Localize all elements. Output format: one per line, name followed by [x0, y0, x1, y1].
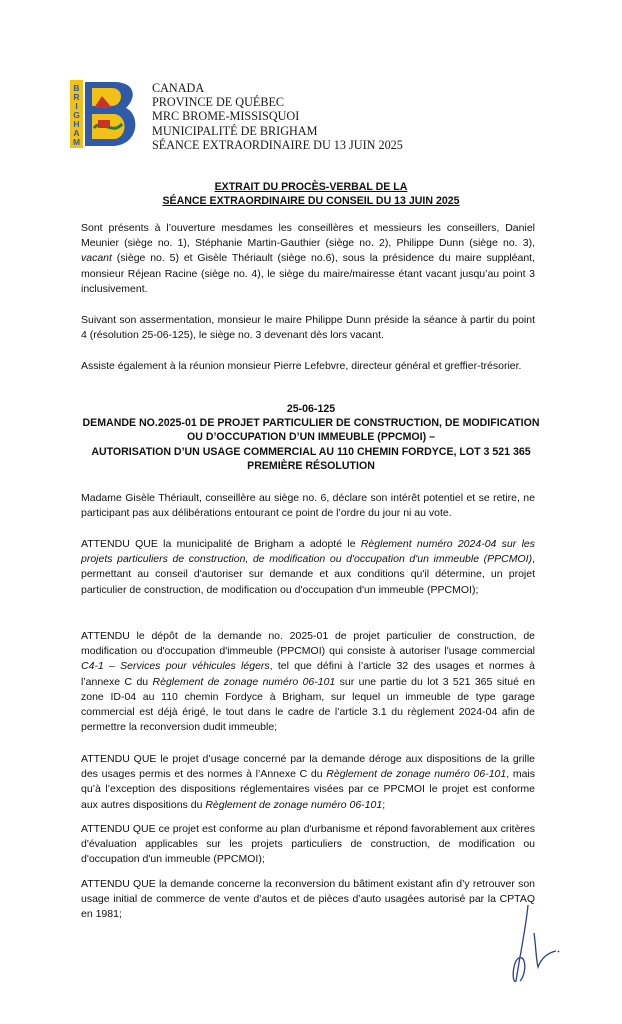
attendu1-text-a: ATTENDU QUE la municipalité de Brigham a adopté le — [81, 538, 361, 550]
signature-stroke-1 — [513, 905, 528, 981]
attendu2-text-a: ATTENDU le dépôt de la demande no. 2025-01 de projet particulier de construction, de modification ou d'occupation d'immeuble (PPCMOI) qui consiste à autoriser l'usage commercial — [81, 630, 535, 658]
document-title-line1: EXTRAIT DU PROCÈS-VERBAL DE LA — [214, 181, 408, 193]
logo-letter-i: I — [75, 101, 78, 111]
letterhead-province: PROVINCE DE QUÉBEC — [152, 95, 285, 110]
attendu2-usage: C4-1 – Services pour véhicules légers — [81, 660, 270, 673]
resolution-title-line4: PREMIÈRE RÉSOLUTION — [247, 459, 375, 472]
theriault-paragraph: Madame Gisèle Thériault, conseillère au siège no. 6, déclare son intérêt potentiel et se retire, ne participant pas aux délibérations entourant ce point de l’ordre du jour ni au vote. — [81, 492, 535, 520]
attendu-conformite-paragraph: ATTENDU QUE ce projet est conforme au plan d'urbanisme et répond favorablement aux critères d'évaluation applicables sur les projets particuliers de construction, de modification ou d'occupation d'un immeuble (PPCMOI); — [81, 823, 535, 866]
attendu3-reglement-zonage-2: Règlement de zonage numéro 06-101 — [205, 798, 383, 811]
logo-house — [98, 120, 110, 128]
document-title-line2: SÉANCE EXTRAORDINAIRE DU CONSEIL DU 13 JUIN 2025 — [162, 194, 460, 207]
attendu3-text-e: ; — [382, 798, 386, 811]
logo-letter-m: M — [72, 137, 81, 147]
letterhead-mrc: MRC BROME-MISSISQUOI — [152, 109, 300, 124]
signature-dot — [558, 951, 559, 952]
attendu3-text-c: , mais qu’à l’exception des dispositions réglementaires visées par ce PPCMOI le projet est conforme aux autres dispositions du — [81, 768, 535, 811]
resolution-title-line1: DEMANDE NO.2025-01 DE PROJET PARTICULIER DE CONSTRUCTION, DE MODIFICATION — [82, 417, 540, 430]
attendu3-reglement-zonage: Règlement de zonage numéro 06-101 — [326, 768, 507, 781]
letterhead-session: SÉANCE EXTRAORDINAIRE DU 13 JUIN 2025 — [152, 137, 403, 152]
attendu2-text-e: sur une partie du lot 3 521 365 situé en zone ID-04 au 110 chemin Fordyce à Brigham, sur lequel un immeuble de type garage commercial est déjà érigé, le tout dans le cadre de l’article 3.1 du règlement 2024-04 afin de permettre la reconversion dudit immeuble; — [81, 675, 535, 734]
attendu1-text-c: , permettant au conseil d'autoriser sur demande et aux conditions qu'il détermine, un projet particulier de construction, de modification ou d'occupation d'un immeuble (PPCMOI); — [81, 553, 535, 596]
resolution-number: 25-06-125 — [286, 403, 336, 415]
attendu-depot-paragraph — [81, 629, 535, 735]
assiste-paragraph: Assiste également à la réunion monsieur Pierre Lefebvre, directeur général et greffier-trésorier. — [81, 360, 522, 372]
signature-initials — [506, 897, 566, 985]
letterhead-municipality: MUNICIPALITÉ DE BRIGHAM — [152, 123, 318, 138]
presents-vacant: vacant — [81, 252, 112, 265]
resolution-title-line2: OU D’OCCUPATION D’UN IMMEUBLE (PPCMOI) – — [187, 431, 435, 444]
presents-paragraph — [81, 221, 535, 297]
brigham-logo — [68, 78, 142, 150]
logo-letter-r: R — [73, 92, 80, 102]
attendu-derogation-paragraph — [81, 752, 535, 813]
attendu-reglement-paragraph — [81, 537, 535, 598]
logo-letter-a: A — [73, 128, 80, 138]
letterhead-country: CANADA — [152, 81, 205, 95]
document-title — [0, 181, 622, 208]
attendu2-reglement-zonage: Règlement de zonage numéro 06-101 — [152, 675, 336, 688]
attendu2-text-c: , tel que défini à l’article 32 des usages et normes à l’annexe C du — [81, 660, 535, 688]
assermentation-paragraph: Suivant son assermentation, monsieur le maire Philippe Dunn préside la séance à partir du point 4 (résolution 25-06-125), le siège no. 3 devenant dès lors vacant. — [81, 314, 535, 342]
attendu1-reglement-title: Règlement numéro 2024-04 sur les projets particuliers de construction, de modification ou d'occupation d'un immeuble (PPCMOI) — [81, 538, 535, 566]
attendu3-text-a: ATTENDU QUE le projet d’usage concerné par la demande déroge aux dispositions de la grille des usages permis et des normes à l’Annexe C du — [81, 753, 535, 781]
resolution-heading — [60, 402, 562, 473]
logo-letter-g: G — [73, 110, 80, 120]
attendu-reconversion-paragraph: ATTENDU QUE la demande concerne la reconversion du bâtiment existant afin d’y retrouver son usage initial de commerce de vente d’autos et de pièces d’auto usagées autorisé par la CPTAQ en 1981; — [81, 878, 535, 921]
logo-letter-b: B — [73, 83, 80, 93]
letterhead — [152, 81, 403, 152]
presents-text-a: Sont présents à l’ouverture mesdames les conseillères et messieurs les conseillers, Daniel Meunier (siège no. 1), Stéphanie Martin-Gauthier (siège no. 2), Philippe Dunn (siège no. 3), — [81, 222, 535, 250]
signature-stroke-2 — [534, 933, 556, 967]
presents-text-c: (siège no. 5) et Gisèle Thériault (siège no.6), sous la présidence du maire suppléant, monsieur Réjean Racine (siège no. 4), le siège du maire/mairesse étant vacant jusqu’au point 3 inclusivement. — [81, 252, 535, 295]
resolution-title-line3: AUTORISATION D’UN USAGE COMMERCIAL AU 110 CHEMIN FORDYCE, LOT 3 521 365 — [91, 445, 531, 458]
logo-letter-h: H — [73, 119, 80, 129]
